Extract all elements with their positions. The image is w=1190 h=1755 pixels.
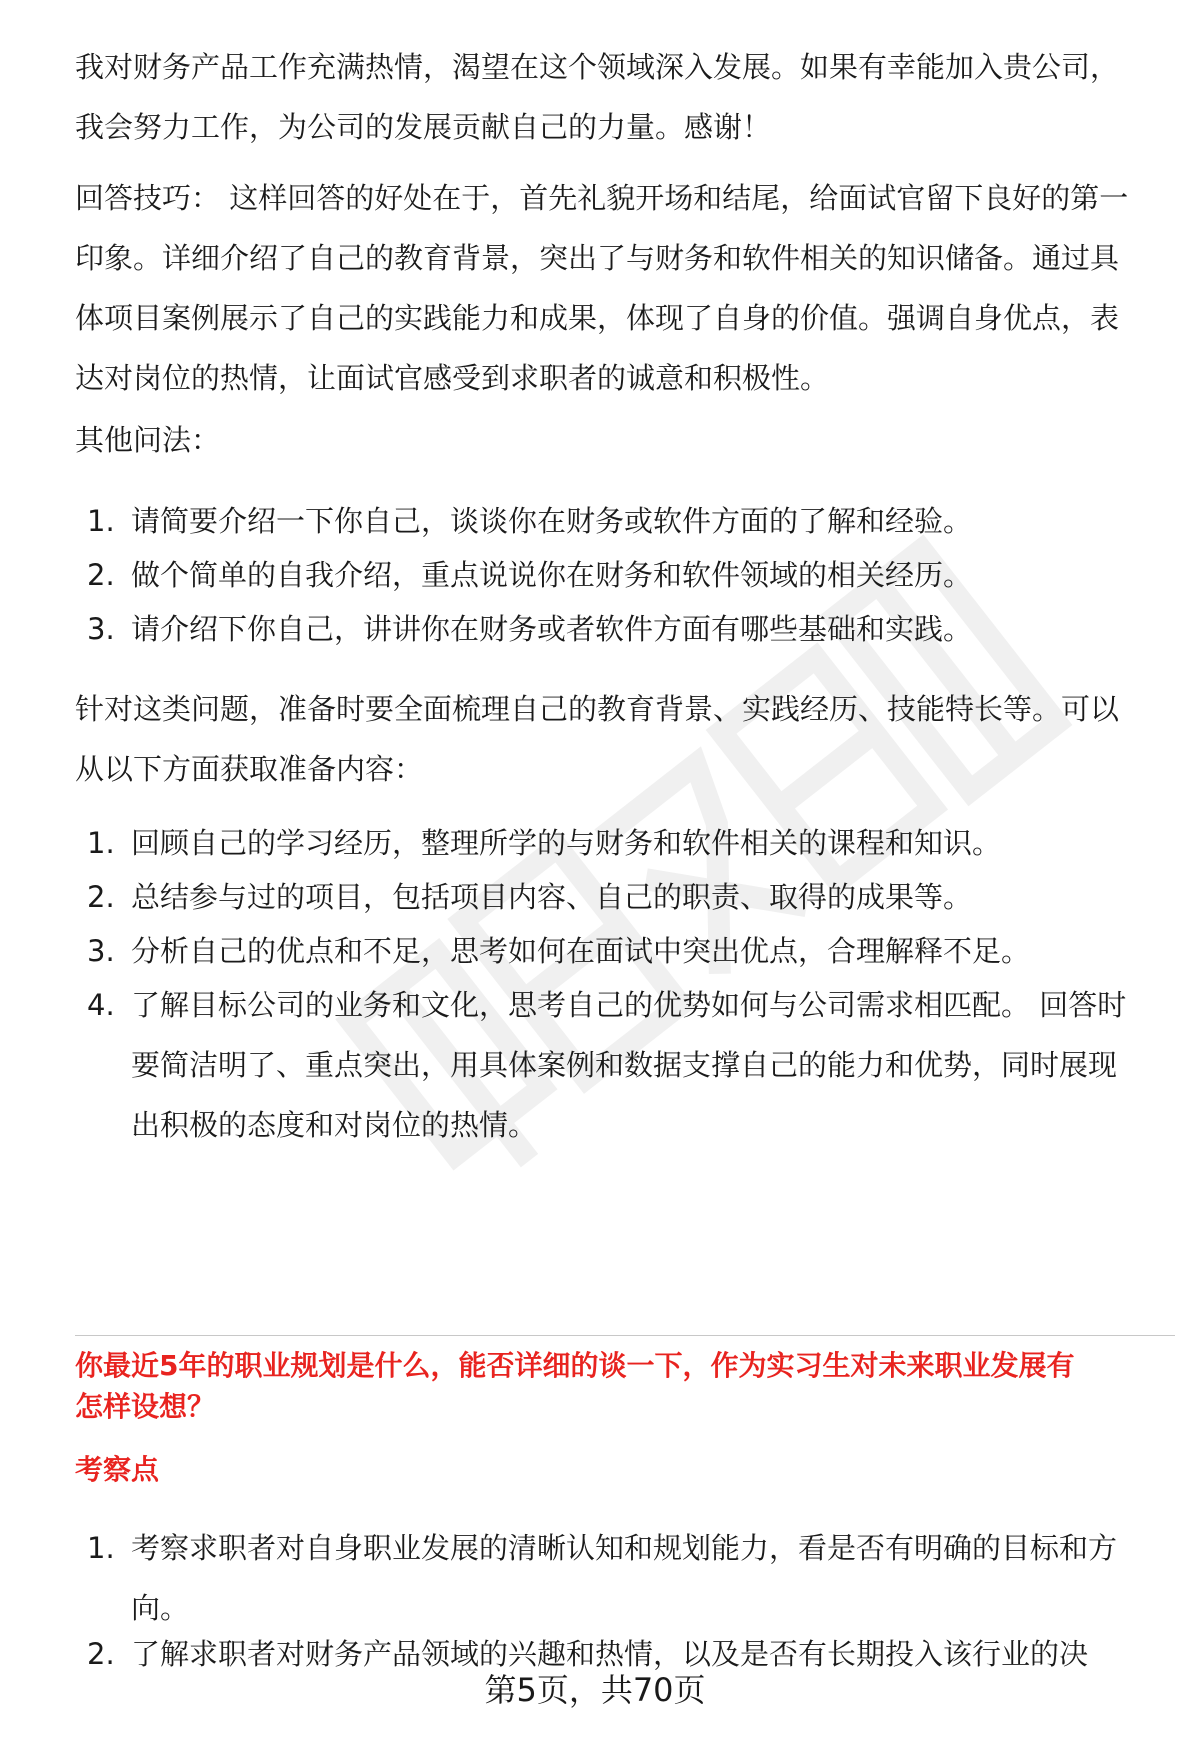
- page-number: 第5页，共70页: [484, 1671, 706, 1709]
- list-text: 请介绍下你自己，讲讲你在财务或者软件方面有哪些基础和实践。: [131, 612, 973, 646]
- list-text: 回顾自己的学习经历，整理所学的与财务和软件相关的课程和知识。: [131, 826, 1002, 860]
- tips-line: 体项目案例展示了自己的实践能力和成果，体现了自身的价值。强调自身优点，表: [75, 301, 1120, 335]
- list-text: 向。: [131, 1591, 190, 1625]
- list-number: 3.: [87, 612, 115, 646]
- list-text: 请简要介绍一下你自己，谈谈你在财务或软件方面的了解和经验。: [131, 504, 973, 538]
- tips-paragraph: [75, 168, 1175, 408]
- other-questions-label: 其他问法：: [75, 423, 221, 457]
- assessment-heading: 考察点: [75, 1453, 160, 1486]
- list-text: 出积极的态度和对岗位的热情。: [131, 1108, 538, 1142]
- question-line: 你最近5年的职业规划是什么，能否详细的谈一下，作为实习生对未来职业发展有: [75, 1349, 1075, 1382]
- question-line: 怎样设想？: [75, 1390, 216, 1423]
- tips-line: 印象。详细介绍了自己的教育背景，突出了与财务和软件相关的知识储备。通过具: [75, 241, 1120, 275]
- list-text: 做个简单的自我介绍，重点说说你在财务和软件领域的相关经历。: [131, 558, 973, 592]
- section-divider: [75, 1335, 1175, 1336]
- intro-line: 我会努力工作，为公司的发展贡献自己的力量。感谢！: [75, 110, 772, 144]
- list-text: 考察求职者对自身职业发展的清晰认知和规划能力，看是否有明确的目标和方: [131, 1531, 1118, 1565]
- question-heading: [75, 1345, 1175, 1427]
- tips-line: 达对岗位的热情，让面试官感受到求职者的诚意和积极性。: [75, 361, 830, 395]
- list-number: 1.: [87, 504, 115, 538]
- list-number: 1.: [87, 1531, 115, 1565]
- list-text: 了解目标公司的业务和文化，思考自己的优势如何与公司需求相匹配。 回答时: [131, 988, 1127, 1022]
- intro-line: 我对财务产品工作充满热情，渴望在这个领域深入发展。如果有幸能加入贵公司，: [75, 50, 1120, 84]
- prep-line: 从以下方面获取准备内容：: [75, 752, 424, 786]
- list-text: 要简洁明了、重点突出，用具体案例和数据支撑自己的能力和优势，同时展现: [131, 1048, 1118, 1082]
- list-number: 4.: [87, 988, 115, 1022]
- list-number: 2.: [87, 1637, 115, 1671]
- prep-line: 针对这类问题，准备时要全面梳理自己的教育背景、实践经历、技能特长等。可以: [75, 692, 1120, 726]
- list-text: 了解求职者对财务产品领域的兴趣和热情，以及是否有长期投入该行业的决: [131, 1637, 1089, 1671]
- tips-line: 回答技巧： 这样回答的好处在于，首先礼貌开场和结尾，给面试官留下良好的第一: [75, 181, 1129, 215]
- intro-paragraph: [75, 37, 1175, 157]
- list-number: 2.: [87, 880, 115, 914]
- list-text: 分析自己的优点和不足，思考如何在面试中突出优点，合理解释不足。: [131, 934, 1031, 968]
- list-number: 3.: [87, 934, 115, 968]
- prep-paragraph: [75, 679, 1175, 799]
- list-number: 1.: [87, 826, 115, 860]
- list-number: 2.: [87, 558, 115, 592]
- list-text: 总结参与过的项目，包括项目内容、自己的职责、取得的成果等。: [131, 880, 973, 914]
